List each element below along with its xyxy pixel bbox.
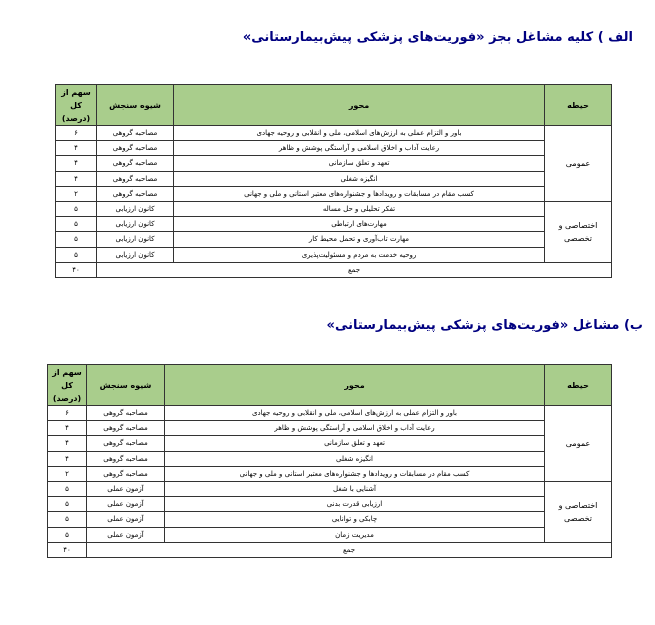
header-method: شیوه سنجش bbox=[87, 365, 165, 406]
axis-cell: روحیه خدمت به مردم و مسئولیت‌پذیری bbox=[174, 247, 545, 262]
table-total-row bbox=[48, 542, 612, 557]
table-row bbox=[48, 466, 612, 481]
table-row bbox=[56, 141, 612, 156]
header-share: سهم از کل (درصد) bbox=[56, 85, 97, 126]
share-cell: ۴ bbox=[56, 141, 97, 156]
table-row bbox=[56, 171, 612, 186]
share-cell: ۵ bbox=[48, 481, 87, 496]
share-cell: ۴ bbox=[48, 421, 87, 436]
method-cell: مصاحبه گروهی bbox=[87, 466, 165, 481]
header-axis: محور bbox=[165, 365, 545, 406]
table-row bbox=[56, 201, 612, 216]
table-row bbox=[56, 232, 612, 247]
domain-cell-specialized: اختصاصی و تخصصی bbox=[545, 481, 612, 542]
table-row bbox=[56, 247, 612, 262]
axis-cell: مهارت‌های ارتباطی bbox=[174, 217, 545, 232]
table-row bbox=[48, 421, 612, 436]
method-cell: کانون ارزیابی bbox=[97, 217, 174, 232]
method-cell: آزمون عملی bbox=[87, 527, 165, 542]
share-cell: ۵ bbox=[48, 512, 87, 527]
table-row bbox=[48, 497, 612, 512]
axis-cell: انگیزه شغلی bbox=[165, 451, 545, 466]
axis-cell: تعهد و تعلق سازمانی bbox=[174, 156, 545, 171]
table-row bbox=[48, 481, 612, 496]
method-cell: کانون ارزیابی bbox=[97, 201, 174, 216]
domain-cell-general: عمومی bbox=[545, 126, 612, 202]
share-cell: ۲ bbox=[56, 186, 97, 201]
axis-cell: چابکی و توانایی bbox=[165, 512, 545, 527]
total-value: ۴۰ bbox=[56, 262, 97, 277]
total-label: جمع bbox=[87, 542, 612, 557]
total-value: ۴۰ bbox=[48, 542, 87, 557]
method-cell: کانون ارزیابی bbox=[97, 247, 174, 262]
table-total-row bbox=[56, 262, 612, 277]
share-cell: ۴ bbox=[48, 436, 87, 451]
share-cell: ۶ bbox=[48, 406, 87, 421]
share-cell: ۴ bbox=[56, 156, 97, 171]
axis-cell: انگیزه شغلی bbox=[174, 171, 545, 186]
method-cell: مصاحبه گروهی bbox=[87, 451, 165, 466]
share-cell: ۵ bbox=[56, 217, 97, 232]
method-cell: کانون ارزیابی bbox=[97, 232, 174, 247]
header-share: سهم از کل (درصد) bbox=[48, 365, 87, 406]
axis-cell: مدیریت زمان bbox=[165, 527, 545, 542]
axis-cell: باور و التزام عملی به ارزش‌های اسلامی، ملی و انقلابی و روحیه جهادی bbox=[174, 126, 545, 141]
table-row bbox=[48, 512, 612, 527]
method-cell: مصاحبه گروهی bbox=[87, 421, 165, 436]
share-cell: ۵ bbox=[48, 527, 87, 542]
section-a-title: الف ) کلیه مشاغل بجز «فوریت‌های پزشکی پیش‌بیمارستانی» bbox=[242, 30, 633, 45]
method-cell: آزمون عملی bbox=[87, 512, 165, 527]
method-cell: آزمون عملی bbox=[87, 497, 165, 512]
method-cell: مصاحبه گروهی bbox=[97, 126, 174, 141]
axis-cell: آشنایی با شغل bbox=[165, 481, 545, 496]
method-cell: مصاحبه گروهی bbox=[97, 186, 174, 201]
method-cell: مصاحبه گروهی bbox=[87, 406, 165, 421]
table-row bbox=[48, 527, 612, 542]
axis-cell: مهارت تاب‌آوری و تحمل محیط کار bbox=[174, 232, 545, 247]
table-section-b bbox=[47, 364, 612, 558]
header-domain: حیطه bbox=[545, 365, 612, 406]
table-header-row bbox=[48, 365, 612, 406]
header-domain: حیطه bbox=[545, 85, 612, 126]
axis-cell: ارزیابی قدرت بدنی bbox=[165, 497, 545, 512]
table-section-a bbox=[55, 84, 612, 278]
axis-cell: تفکر تحلیلی و حل مساله bbox=[174, 201, 545, 216]
share-cell: ۵ bbox=[56, 201, 97, 216]
share-cell: ۲ bbox=[48, 466, 87, 481]
total-label: جمع bbox=[97, 262, 612, 277]
axis-cell: رعایت آداب و اخلاق اسلامی و آراستگی پوشش و ظاهر bbox=[174, 141, 545, 156]
table-row bbox=[56, 186, 612, 201]
share-cell: ۵ bbox=[56, 247, 97, 262]
method-cell: مصاحبه گروهی bbox=[97, 171, 174, 186]
share-cell: ۴ bbox=[56, 171, 97, 186]
method-cell: آزمون عملی bbox=[87, 481, 165, 496]
table-header-row bbox=[56, 85, 612, 126]
header-method: شیوه سنجش bbox=[97, 85, 174, 126]
axis-cell: رعایت آداب و اخلاق اسلامی و آراستگی پوشش و ظاهر bbox=[165, 421, 545, 436]
share-cell: ۴ bbox=[48, 451, 87, 466]
table-row bbox=[56, 126, 612, 141]
method-cell: مصاحبه گروهی bbox=[97, 156, 174, 171]
section-b-title: ب) مشاغل «فوریت‌های پزشکی پیش‌بیمارستانی» bbox=[326, 318, 643, 333]
axis-cell: باور و التزام عملی به ارزش‌های اسلامی، ملی و انقلابی و روحیه جهادی bbox=[165, 406, 545, 421]
axis-cell: کسب مقام در مسابقات و رویدادها و جشنواره‌های معتبر استانی و ملی و جهانی bbox=[174, 186, 545, 201]
method-cell: مصاحبه گروهی bbox=[87, 436, 165, 451]
share-cell: ۶ bbox=[56, 126, 97, 141]
table-row bbox=[48, 451, 612, 466]
method-cell: مصاحبه گروهی bbox=[97, 141, 174, 156]
share-cell: ۵ bbox=[48, 497, 87, 512]
table-row bbox=[56, 156, 612, 171]
share-cell: ۵ bbox=[56, 232, 97, 247]
axis-cell: کسب مقام در مسابقات و رویدادها و جشنواره‌های معتبر استانی و ملی و جهانی bbox=[165, 466, 545, 481]
domain-cell-specialized: اختصاصی و تخصصی bbox=[545, 201, 612, 262]
table-row bbox=[48, 406, 612, 421]
domain-cell-general: عمومی bbox=[545, 406, 612, 482]
axis-cell: تعهد و تعلق سازمانی bbox=[165, 436, 545, 451]
header-axis: محور bbox=[174, 85, 545, 126]
table-row bbox=[48, 436, 612, 451]
table-row bbox=[56, 217, 612, 232]
